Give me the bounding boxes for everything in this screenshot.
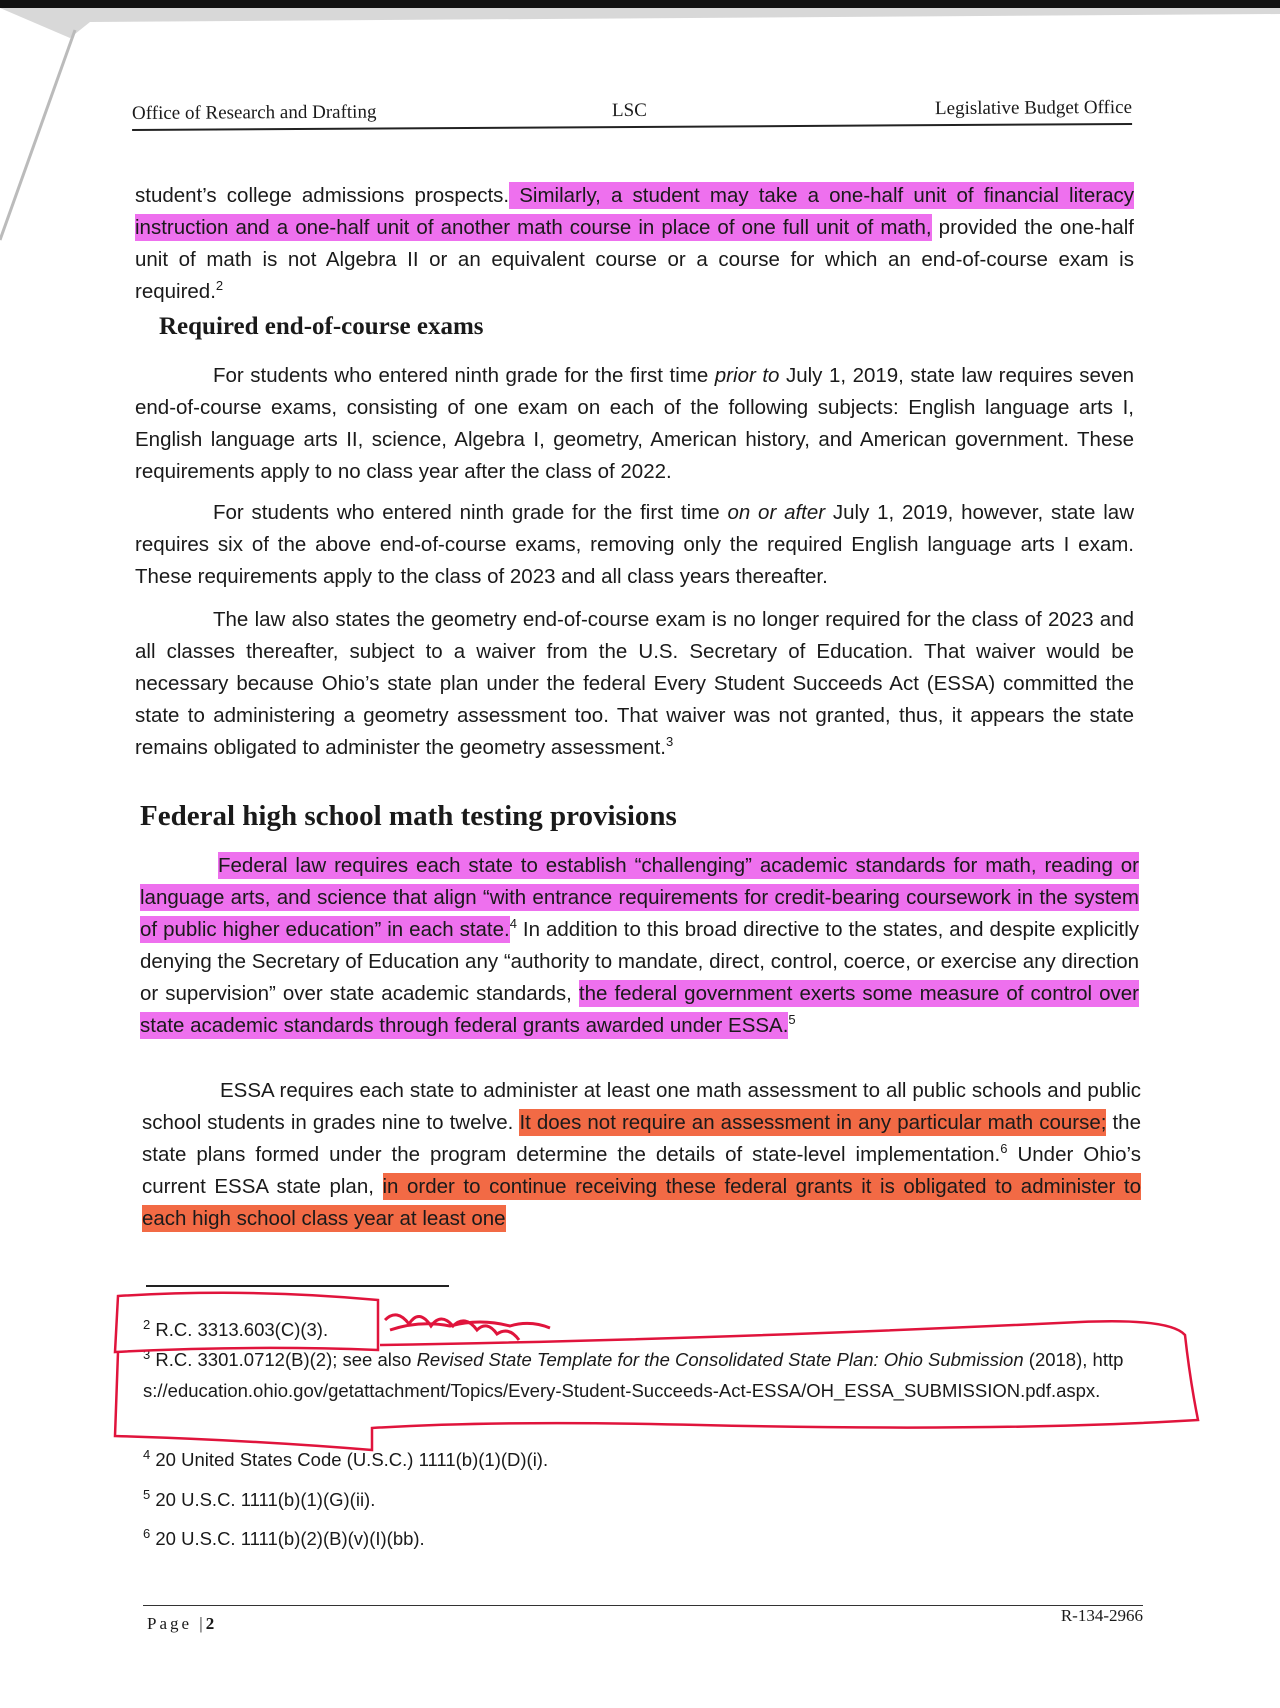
footnote-number: 5 (143, 1486, 151, 1502)
footnote-text: R.C. 3313.603(C)(3). (155, 1319, 329, 1340)
emphasis: on or after (727, 501, 826, 524)
footnote-number: 2 (143, 1316, 151, 1332)
scan-edge (0, 0, 1280, 8)
footnote-separator (146, 1285, 449, 1287)
highlight-orange: It does not require an assessment in any particular math course; (519, 1111, 1107, 1134)
footnote-text: 20 United States Code (U.S.C.) 1111(b)(1)(D)(i). (155, 1449, 549, 1470)
page-header (132, 93, 1132, 131)
footnote-4 (143, 1444, 1143, 1475)
footnote-6 (143, 1523, 1143, 1554)
paragraph-6 (142, 1075, 1141, 1235)
footnote-text: 20 U.S.C. 1111(b)(2)(B)(v)(I)(bb). (155, 1528, 425, 1549)
paragraph-5 (140, 850, 1139, 1042)
paragraph-3 (135, 497, 1134, 593)
header-center: LSC (611, 99, 647, 122)
text: July 1, 2019, however, state law requires six of the above end-of-course exams, removing only the required English language arts I exam. These requirements apply to the class of 2023 and all class years thereafter. (135, 501, 1134, 588)
page-indicator (147, 1614, 217, 1634)
page-number: 2 (205, 1614, 218, 1633)
text: In addition to this broad directive to the states, and despite explicitly denying the Secretary of Education any “authority to mandate, direct, control, coerce, or exercise any direction or supervision” over state academic standards, (140, 918, 1139, 1005)
text: For students who entered ninth grade for the first time (213, 364, 715, 387)
highlight-magenta: Federal law requires each state to establish “challenging” academic standards for math, reading or language arts, and science that align “with entrance requirements for credit-bearing coursework in the system of public higher education” in each state. (140, 854, 1139, 941)
footnote-title: Revised State Template for the Consolidated State Plan: Ohio Submission (416, 1349, 1024, 1370)
footnote-number: 6 (143, 1525, 151, 1541)
emphasis: prior to (714, 364, 780, 387)
footnote-number: 4 (143, 1446, 151, 1462)
text: July 1, 2019, state law requires seven end-of-course exams, consisting of one exam on each of the following subjects: English language arts I, English language arts II, science, Algebra I, geometry, American history, and American government. These requirements apply to no class year after the class of 2022. (135, 364, 1134, 483)
footnote-text: R.C. 3301.0712(B)(2); see also (155, 1349, 417, 1370)
footnote-ref: 6 (1000, 1141, 1008, 1157)
footnote-ref: 3 (665, 734, 674, 750)
text: the state plans formed under the program determine the details of state-level implementation. (142, 1111, 1141, 1166)
header-right: Legislative Budget Office (934, 96, 1133, 120)
text: provided the one-half unit of math is not Algebra II or an equivalent course or a course for which an end-of-course exam is required. (135, 216, 1134, 303)
heading-federal-provisions: Federal high school math testing provisions (140, 800, 677, 832)
footnote-number: 3 (143, 1346, 151, 1362)
text: ESSA requires each state to administer at least one math assessment to all public schools and public school students in grades nine to twelve. (142, 1079, 1141, 1134)
document-id: R-134-2966 (1060, 1606, 1143, 1625)
header-left: Office of Research and Drafting (131, 101, 377, 125)
footnote-ref: 2 (215, 278, 224, 294)
page-label: Page | (147, 1614, 206, 1633)
paragraph-2 (135, 360, 1134, 488)
highlight-orange: in order to continue receiving these federal grants it is obligated to administer to each high school class year at least one (142, 1175, 1142, 1230)
page-footer (143, 1605, 1143, 1633)
footnote-url: (2018), https://education.ohio.gov/getattachment/Topics/Every-Student-Succeeds-Act-ESSA/OH_ESSA_SUBMISSION.pdf.aspx. (143, 1349, 1124, 1401)
text: For students who entered ninth grade for the first time (213, 501, 728, 524)
footnote-3 (143, 1344, 1143, 1406)
footnote-2 (143, 1314, 1143, 1345)
footnote-5 (143, 1484, 1143, 1515)
paragraph-4 (135, 604, 1134, 764)
footnote-ref: 5 (788, 1012, 796, 1028)
highlight-magenta: Similarly, a student may take a one-half unit of financial literacy instruction and a one-half unit of another math course in place of one full unit of math, (135, 184, 1134, 239)
text: student’s college admissions prospects. (135, 184, 510, 207)
text: Under Ohio’s current ESSA state plan, (142, 1143, 1141, 1198)
page-fold-shadow (0, 8, 1280, 38)
paragraph-1 (135, 180, 1134, 308)
text: The law also states the geometry end-of-course exam is no longer required for the class of 2023 and all classes thereafter, subject to a waiver from the U.S. Secretary of Education. That waiver would be necessary because Ohio’s state plan under the federal Every Student Succeeds Act (ESSA) committed the state to administering a geometry assessment too. That waiver was not granted, thus, it appears the state remains obligated to administer the geometry assessment. (135, 608, 1134, 759)
heading-required-exams: Required end-of-course exams (159, 313, 484, 340)
footnote-text: 20 U.S.C. 1111(b)(1)(G)(ii). (155, 1489, 376, 1510)
footnote-ref: 4 (509, 916, 517, 932)
highlight-magenta: the federal government exerts some measure of control over state academic standards through federal grants awarded under ESSA. (140, 982, 1140, 1037)
